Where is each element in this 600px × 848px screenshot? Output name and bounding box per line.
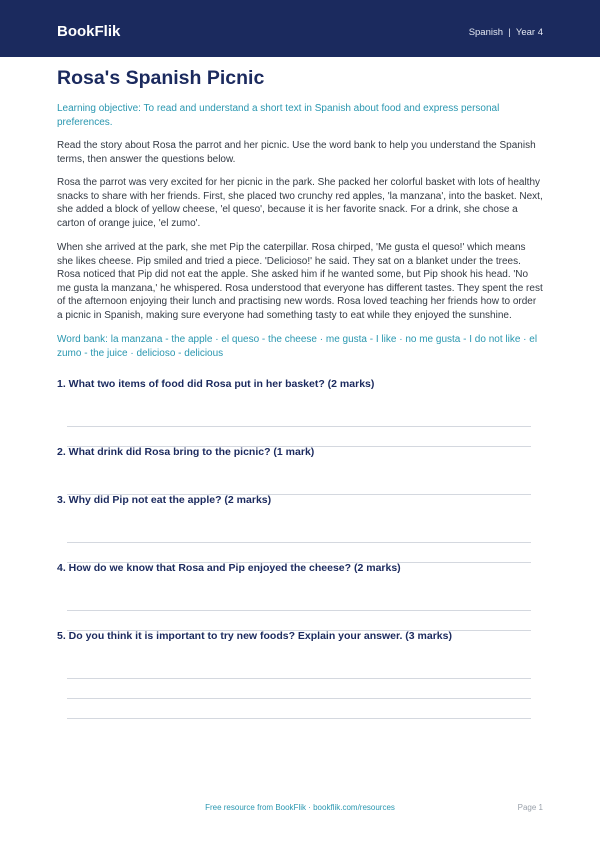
page-header [0,0,600,57]
question-1: 1. What two items of food did Rosa put in her basket? (2 marks) [57,378,375,390]
story-paragraph-1: Rosa the parrot was very excited for her picnic in the park. She packed her colorful basket with lots of healthy snacks to share with her friends. First, she placed two crunchy red apples, 'la manzana', into the basket. Next, she added a block of yellow cheese, 'el queso', because it is her favorite snack. For a drink, she chose a carton of orange juice, 'el zumo'. [57,177,543,229]
question-5: 5. Do you think it is important to try new foods? Explain your answer. (3 marks) [57,630,452,642]
footer-source-link[interactable]: Free resource from BookFlik · bookflik.com/resources [205,803,395,812]
question-4: 4. How do we know that Rosa and Pip enjoyed the cheese? (2 marks) [57,562,401,574]
story-paragraph-2: When she arrived at the park, she met Pip the caterpillar. Rosa chirped, 'Me gusta el queso!' which means she likes cheese. Pip smiled and tried a piece. 'Delicioso!' he said. They sat on a blanket under the trees. Rosa noticed that Pip did not eat the apple. She asked him if he wanted some, but Pip shook his head. 'No me gusta la manzana,' he whispered. Rosa understood that everyone has different tastes. They spent the rest of the afternoon enjoying their lunch and practising new words. Rosa loved teaching her friends how to order a picnic in Spanish, making sure everyone had something tasty to eat while they enjoyed the sunshine. [57,242,543,321]
page-title: Rosa's Spanish Picnic [57,67,265,89]
answer-line[interactable] [67,610,531,611]
page-footer [0,803,600,815]
answer-line[interactable] [67,718,531,719]
worksheet-body [57,62,543,360]
instructions: Read the story about Rosa the parrot and her picnic. Use the word bank to help you understand the Spanish terms, then answer the questions below. [57,140,536,165]
answer-line[interactable] [67,426,531,427]
page-number: Page 1 [517,803,543,812]
subject-year-label: Spanish | Year 4 [468,27,543,38]
question-3: 3. Why did Pip not eat the apple? (2 marks) [57,494,272,506]
answer-line[interactable] [67,698,531,699]
question-2: 2. What drink did Rosa bring to the picnic? (1 mark) [57,446,315,458]
answer-line[interactable] [67,678,531,679]
word-bank: Word bank: la manzana - the apple · el queso - the cheese · me gusta - I like · no me gusta - I do not like · el zumo - the juice · delicioso - delicious [57,334,538,359]
learning-objective: Learning objective: To read and understand a short text in Spanish about food and express personal preferences. [57,103,500,128]
brand-logo-text: BookFlik [57,23,121,40]
answer-line[interactable] [67,542,531,543]
